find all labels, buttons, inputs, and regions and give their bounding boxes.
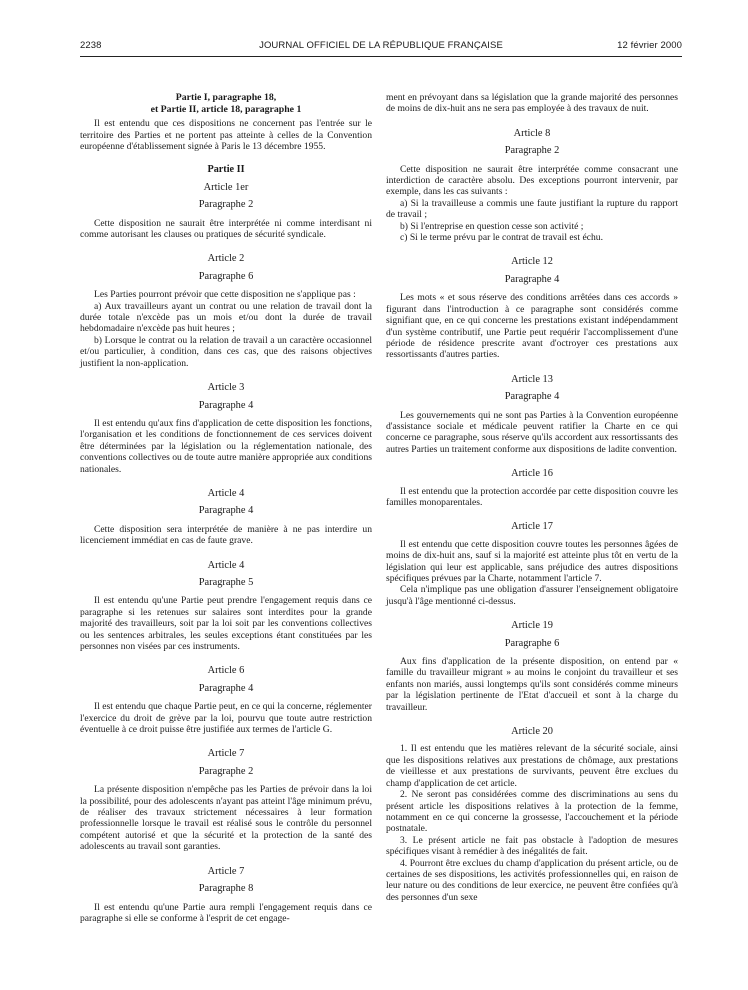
paragraph: 2. Ne seront pas considérées comme des discriminations au sens du présent article les dispositions relatives à la protection de la femme, notamment en ce qui concerne la grossesse, l'accouchement et la période postnatale. (386, 789, 678, 835)
journal-title: JOURNAL OFFICIEL DE LA RÉPUBLIQUE FRANÇAISE (259, 40, 503, 51)
article-heading: Article 1er (203, 181, 249, 193)
article-heading: Article 13 (511, 373, 553, 385)
section-title-line2: et Partie II, article 18, paragraphe 1 (150, 103, 302, 115)
article-heading: Article 3 (207, 382, 245, 394)
left-column (80, 92, 372, 924)
paragraph: 3. Le présent article ne fait pas obstacle à l'adoption de mesures spécifiques visant à remédier à des inégalités de fait. (386, 834, 678, 858)
paragraph-heading: Paragraphe 6 (504, 637, 560, 649)
right-column (386, 92, 678, 903)
paragraph: 4. Pourront être exclues du champ d'application du présent article, ou de certaines de ses dispositions, les activités professionnelles qui, en raison de leur nature ou des conditions de leur exercice, ne peuvent être confiées qu'à des personnes d'un sexe (386, 857, 678, 903)
article-heading: Article 8 (513, 127, 551, 139)
page-header (80, 40, 682, 56)
paragraph: Il est entendu que chaque Partie peut, en ce qui la concerne, réglementer l'exercice du droit de grève par la loi, pourvu que toute autre restriction éventuelle à ce droit puisse être justifiée aux termes de l'article G. (80, 701, 372, 736)
paragraph: b) Si l'entreprise en question cesse son activité ; (400, 220, 584, 232)
paragraph: a) Si la travailleuse a commis une faute justifiant la rupture du rapport de travail ; (386, 197, 678, 221)
paragraph: 1. Il est entendu que les matières relevant de la sécurité sociale, ainsi que les dispositions relatives aux prestations de chômage, aux prestations de vieillesse et aux prestations de survivants, peuvent être exclues du champ d'application de cet article. (386, 743, 678, 789)
publication-date: 12 février 2000 (617, 40, 682, 51)
paragraph: Les mots « et sous réserve des conditions arrêtées dans ces accords » figurant dans l'introduction à ce paragraphe sont considérés comme signifiant que, en ce qui concerne les prestations existant indépendamment d'un système contributif, une Partie peut requérir l'accomplissement d'une période de résidence prescrite avant d'octroyer ces prestations aux ressortissants d'autres parties. (386, 292, 678, 361)
paragraph: Il est entendu qu'une Partie aura rempli l'engagement requis dans ce paragraphe si elle se conforme à l'esprit de cet engage- (80, 901, 372, 924)
paragraph-continuation: ment en prévoyant dans sa législation que la grande majorité des personnes de moins de dix-huit ans ne sera pas employée à des travaux de nuit. (386, 92, 678, 115)
paragraph: Cette disposition ne saurait être interprétée comme consacrant une interdiction de caractère absolu. Des exceptions pourront intervenir, par exemple, dans les cas suivants : (386, 163, 678, 198)
article-heading: Article 19 (511, 620, 553, 632)
paragraph-heading: Paragraphe 4 (198, 505, 254, 517)
paragraph: Il est entendu que la protection accordée par cette disposition couvre les familles monoparentales. (386, 485, 678, 508)
header-rule (80, 56, 682, 57)
page-number: 2238 (80, 40, 102, 51)
section-title-line1: Partie I, paragraphe 18, (175, 92, 277, 103)
part-heading: Partie II (207, 164, 245, 176)
article-heading: Article 2 (207, 253, 245, 265)
paragraph-heading: Paragraphe 8 (198, 883, 254, 895)
paragraph-heading: Paragraphe 4 (198, 682, 254, 694)
paragraph: Il est entendu que ces dispositions ne concernent pas l'entrée sur le territoire des Parties et ne portent pas atteinte à celles de la Convention européenne d'établissement signée à Paris le 13 décembre 1955. (80, 118, 372, 152)
article-heading: Article 20 (511, 726, 553, 738)
paragraph-heading: Paragraphe 6 (198, 270, 254, 282)
article-heading: Article 16 (511, 468, 553, 480)
paragraph: Les Parties pourront prévoir que cette disposition ne s'applique pas : (94, 289, 356, 301)
paragraph: Il est entendu qu'aux fins d'application de cette disposition les fonctions, l'organisation et les conditions de fonctionnement de ces services doivent être déterminées par la législation ou la réglementation nationale, des conventions collectives ou de toute autre manière appropriée aux conditions nationales. (80, 417, 372, 475)
paragraph: Il est entendu que cette disposition couvre toutes les personnes âgées de moins de dix-huit ans, sauf si la majorité est atteinte plus tôt en vertu de la législation qui leur est applicable, sans préjudice des autres dispositions spécifiques prévues par la Charte, notamment l'article 7. (386, 538, 678, 584)
article-heading: Article 4 (207, 487, 245, 499)
paragraph: Aux fins d'application de la présente disposition, on entend par « famille du travailleur migrant » au moins le conjoint du travailleur et ses enfants non mariés, aussi longtemps qu'ils sont considérés comme mineurs par la législation pertinente de l'Etat d'accueil et sont à la charge du travailleur. (386, 656, 678, 713)
paragraph-heading: Paragraphe 4 (198, 399, 254, 411)
article-heading: Article 12 (511, 256, 553, 268)
article-heading: Article 7 (207, 748, 245, 760)
paragraph: c) Si le terme prévu par le contrat de travail est échu. (400, 232, 603, 244)
article-heading: Article 4 (207, 559, 245, 571)
paragraph: a) Aux travailleurs ayant un contrat ou une relation de travail dont la durée totale n'excède pas un mois et/ou dont la durée de travail hebdomadaire n'excède pas huit heures ; (80, 300, 372, 335)
paragraph-heading: Paragraphe 2 (504, 145, 560, 157)
paragraph-heading: Paragraphe 2 (198, 765, 254, 777)
paragraph-heading: Paragraphe 4 (504, 391, 560, 403)
paragraph-heading: Paragraphe 2 (198, 199, 254, 211)
paragraph: La présente disposition n'empêche pas les Parties de prévoir dans la loi la possibilité, pour des adolescents n'ayant pas atteint l'âge minimum prévu, de réaliser des travaux strictement nécessaires à leur formation professionnelle lorsque le travail est réalisé sous le contrôle du personnel compétent autorisé et que la sécurité et la protection de la santé des adolescents au travail sont garanties. (80, 784, 372, 853)
paragraph: b) Lorsque le contrat ou la relation de travail a un caractère occasionnel et/ou particulier, à condition, dans ces cas, que des raisons objectives justifient la non-application. (80, 334, 372, 369)
paragraph-heading: Paragraphe 4 (504, 273, 560, 285)
paragraph: Cette disposition sera interprétée de manière à ne pas interdire un licenciement immédiat en cas de faute grave. (80, 523, 372, 547)
paragraph-heading: Paragraphe 5 (198, 576, 254, 588)
paragraph: Il est entendu qu'une Partie peut prendre l'engagement requis dans ce paragraphe si les retenues sur salaires sont interdites pour la grande majorité des travailleurs, soit par la loi soit par les conventions collectives ou les sentences arbitrales, les seules exceptions étant constituées par les personnes non visées par ces instruments. (80, 595, 372, 652)
paragraph: Cette disposition ne saurait être interprétée ni comme interdisant ni comme autorisant les clauses ou pratiques de sécurité syndicale. (80, 217, 372, 241)
article-heading: Article 17 (511, 521, 553, 533)
paragraph: Les gouvernements qui ne sont pas Parties à la Convention européenne d'assistance sociale et médicale peuvent ratifier la Charte en ce qui concerne ce paragraphe, sous réserve qu'ils accordent aux ressortissants des autres Parties un traitement conforme aux dispositions de ladite convention. (386, 409, 678, 455)
article-heading: Article 6 (207, 665, 245, 677)
paragraph: Cela n'implique pas une obligation d'assurer l'enseignement obligatoire jusqu'à l'âge mentionné ci-dessus. (386, 584, 678, 607)
article-heading: Article 7 (207, 865, 245, 877)
